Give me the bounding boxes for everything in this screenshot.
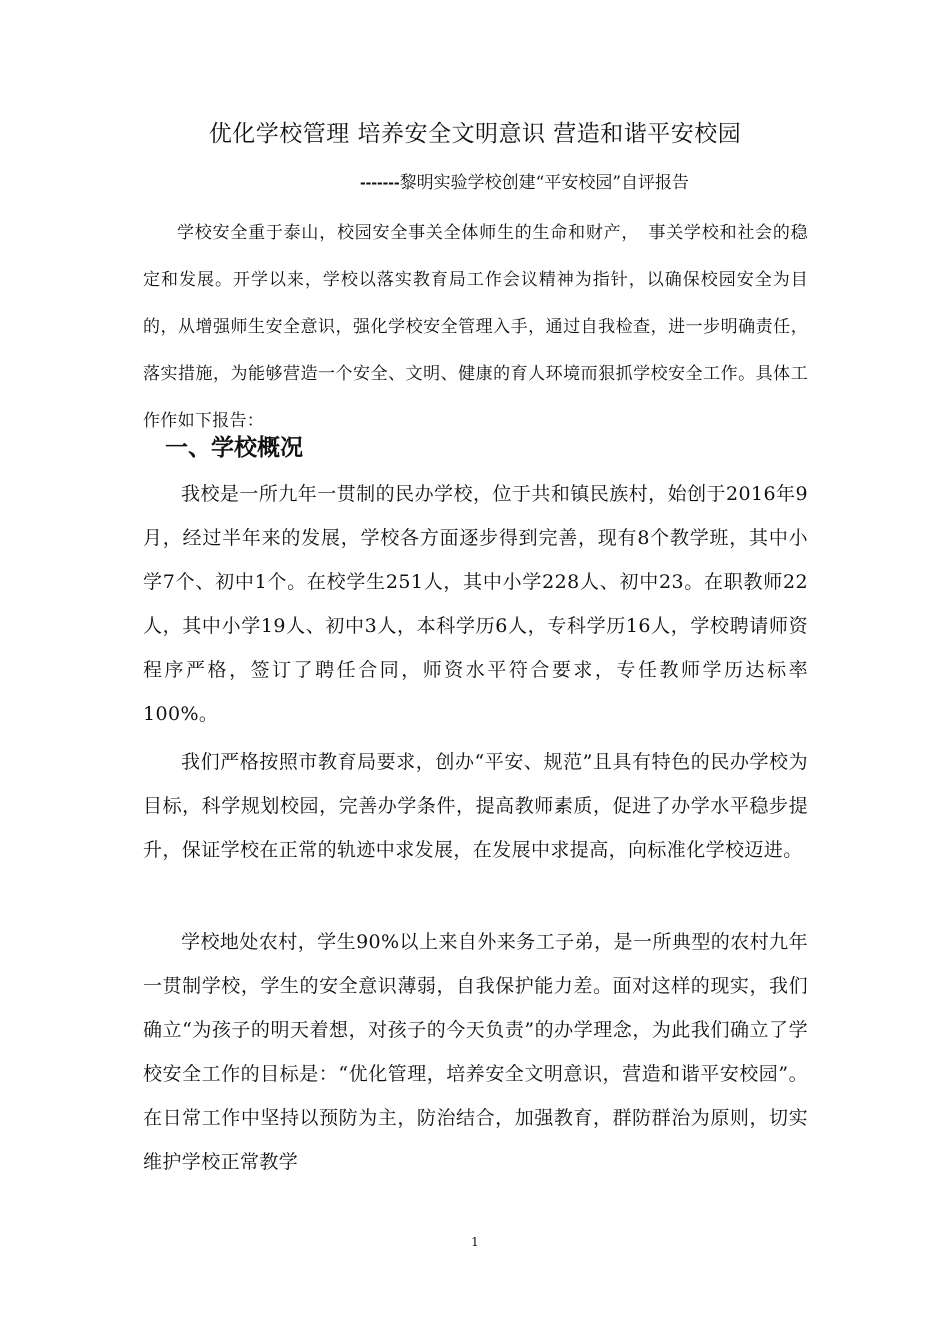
overview-paragraph-3: 学校地处农村，学生90%以上来自外来务工子弟，是一所典型的农村九年一贯制学校，学生的安全意识薄弱，自我保护能力差。面对这样的现实，我们确立“为孩子的明天着想，对孩子的今天负责”的办学理念，为此我们确立了学校安全工作的目标是：“优化管理，培养安全文明意识，营造和谐平安校园”。在日常工作中坚持以预防为主，防治结合，加强教育，群防群治为原则，切实维护学校正常教学 (143, 931, 808, 1173)
section-heading-overview: 一、学校概况 (165, 434, 303, 460)
page-number: 1 (471, 1235, 479, 1249)
subtitle-text: 黎明实验学校创建“平安校园”自评报告 (399, 173, 690, 193)
overview-paragraph-1: 我校是一所九年一贯制的民办学校，位于共和镇民族村，始创于2016年9月，经过半年来的发展，学校各方面逐步得到完善，现有8个教学班，其中小学7个、初中1个。在校学生251人，其中小学228人、初中23。在职教师22人，其中小学19人、初中3人，本科学历6人，专科学历16人，学校聘请师资程序严格，签订了聘任合同，师资水平符合要求，专任教师学历达标率100%。 (143, 483, 808, 725)
subtitle-dashes: ------- (360, 173, 400, 192)
document-subtitle (360, 168, 830, 198)
document-title: 优化学校管理 培养安全文明意识 营造和谐平安校园 (208, 121, 742, 147)
overview-paragraph-2: 我们严格按照市教育局要求，创办“平安、规范”且具有特色的民办学校为目标，科学规划校园，完善办学条件，提高教师素质，促进了办学水平稳步提升，保证学校在正常的轨迹中求发展，在发展中求提高，向标准化学校迈进。 (143, 751, 808, 861)
intro-paragraph: 学校安全重于泰山，校园安全事关全体师生的生命和财产， 事关学校和社会的稳定和发展。开学以来，学校以落实教育局工作会议精神为指针，以确保校园安全为目的，从增强师生安全意识，强化学校安全管理入手，通过自我检查，进一步明确责任，落实措施，为能够营造一个安全、文明、健康的育人环境而狠抓学校安全工作。具体工作作如下报告： (143, 223, 808, 431)
